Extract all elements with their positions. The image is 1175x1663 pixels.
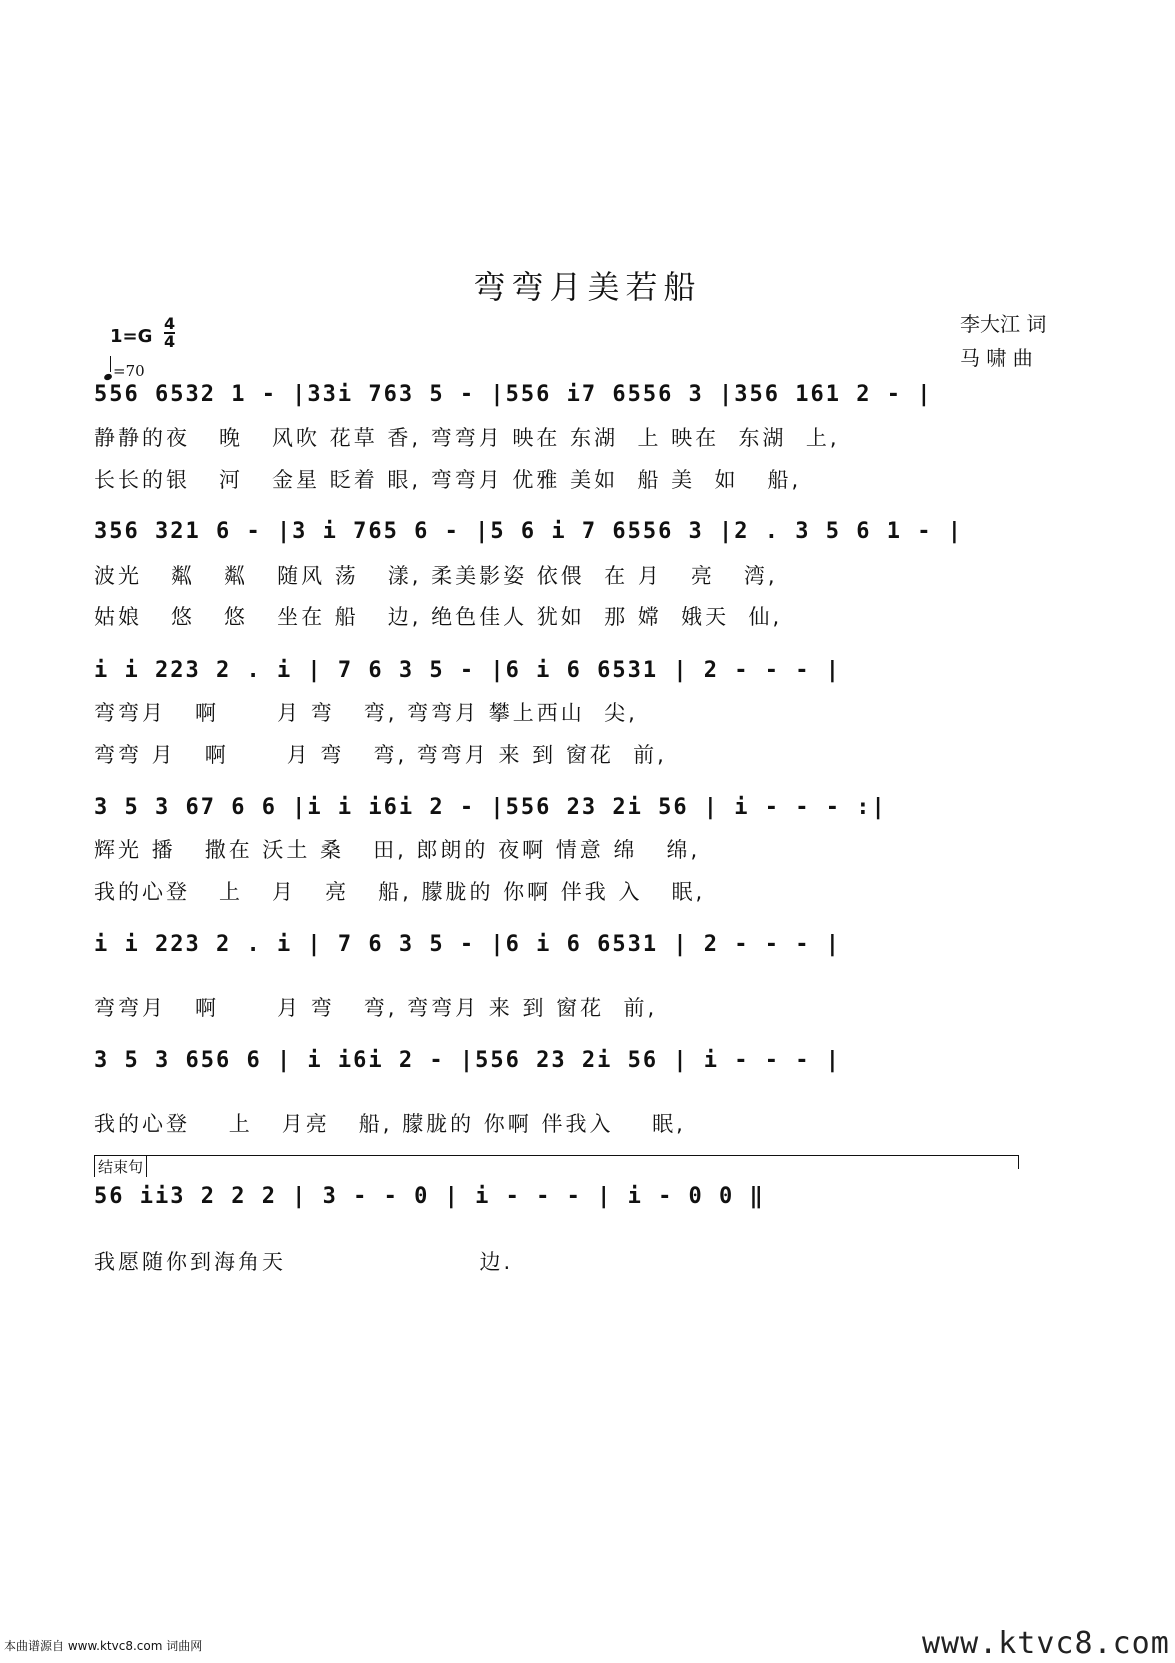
time-signature xyxy=(164,316,175,350)
notation-line-6: 3 5 3 656 6 | i i6i 2 - |556 23 2i 56 | i - - - | xyxy=(94,1047,842,1073)
time-signature-top: 4 xyxy=(164,314,176,333)
key-signature: 1=G xyxy=(110,326,153,347)
ending-bracket-tick xyxy=(1018,1155,1019,1169)
notation-line-7: 56 ii3 2 2 2 | 3 - - 0 | i - - - | i - 0 0 ‖ xyxy=(94,1183,765,1209)
notation-line-3: i i 223 2 . i | 7 6 3 5 - |6 i 6 6531 | 2 - - - | xyxy=(94,657,842,683)
notation-line-4: 3 5 3 67 6 6 |i i i6i 2 - |556 23 2i 56 | i - - - :| xyxy=(94,794,887,820)
notation-line-1: 556 6532 1 - |33i 763 5 - |556 i7 6556 3 |356 161 2 - | xyxy=(94,381,933,407)
lyric-line-2b: 姑娘 悠 悠 坐在 船 边, 绝色佳人 犹如 那 嫦 娥天 仙, xyxy=(94,605,783,629)
site-watermark: www.ktvc8.com xyxy=(922,1626,1170,1661)
lyric-line-7a: 我愿随你到海角天 边. xyxy=(94,1250,514,1274)
lyric-line-1a: 静静的夜 晚 风吹 花草 香, 弯弯月 映在 东湖 上 映在 东湖 上, xyxy=(94,426,840,450)
lyric-line-3b: 弯弯 月 啊 月 弯 弯, 弯弯月 来 到 窗花 前, xyxy=(94,743,667,767)
lyric-line-6a: 我的心登 上 月亮 船, 朦胧的 你啊 伴我入 眠, xyxy=(94,1112,686,1136)
composer-credit: 马 啸 曲 xyxy=(960,346,1033,370)
ending-label: 结束句 xyxy=(94,1155,147,1177)
song-title: 弯弯月美若船 xyxy=(473,268,702,306)
lyric-line-1b: 长长的银 河 金星 眨着 眼, 弯弯月 优雅 美如 船 美 如 船, xyxy=(94,468,802,492)
lyric-line-4b: 我的心登 上 月 亮 船, 朦胧的 你啊 伴我 入 眠, xyxy=(94,880,706,904)
source-note: 本曲谱源自 www.ktvc8.com 词曲网 xyxy=(4,1639,203,1653)
ending-bracket-line xyxy=(94,1155,1019,1156)
lyric-line-3a: 弯弯月 啊 月 弯 弯, 弯弯月 攀上西山 尖, xyxy=(94,701,638,725)
notation-line-2: 356 321 6 - |3 i 765 6 - |5 6 i 7 6556 3 |2 . 3 5 6 1 - | xyxy=(94,518,963,544)
note-stem xyxy=(110,356,111,372)
lyric-line-4a: 辉光 播 撒在 沃土 桑 田, 郎朗的 夜啊 情意 绵 绵, xyxy=(94,838,701,862)
lyric-line-2a: 波光 粼 粼 随风 荡 漾, 柔美影姿 依偎 在 月 亮 湾, xyxy=(94,564,778,588)
time-signature-bottom: 4 xyxy=(164,332,176,351)
tempo-value: =70 xyxy=(113,362,145,380)
lyric-line-5a: 弯弯月 啊 月 弯 弯, 弯弯月 来 到 窗花 前, xyxy=(94,996,658,1020)
notation-line-5: i i 223 2 . i | 7 6 3 5 - |6 i 6 6531 | 2 - - - | xyxy=(94,931,842,957)
lyricist-credit: 李大江 词 xyxy=(960,312,1047,336)
